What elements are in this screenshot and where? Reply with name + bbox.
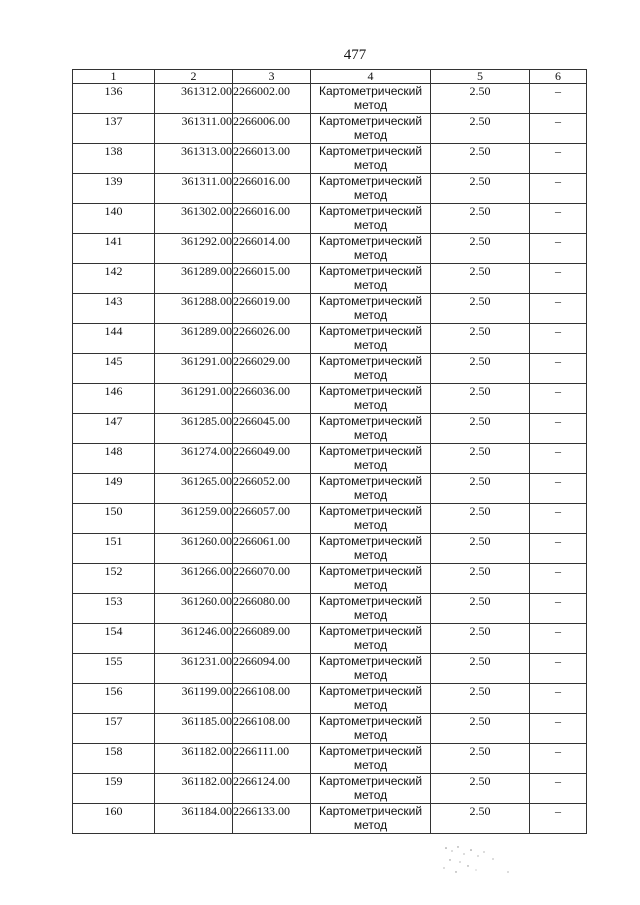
note-cell: – [530,744,587,774]
point-number-cell: 155 [73,654,155,684]
x-coordinate-cell: 361260.00 [155,534,233,564]
accuracy-cell: 2.50 [431,324,530,354]
accuracy-cell: 2.50 [431,804,530,834]
x-coordinate-cell: 361246.00 [155,624,233,654]
method-cell: Картометрический метод [311,534,431,564]
method-cell: Картометрический метод [311,114,431,144]
accuracy-cell: 2.50 [431,174,530,204]
note-cell: – [530,804,587,834]
table-row [73,564,587,594]
method-cell: Картометрический метод [311,504,431,534]
point-number-cell: 152 [73,564,155,594]
point-number-cell: 143 [73,294,155,324]
method-cell: Картометрический метод [311,594,431,624]
accuracy-cell: 2.50 [431,564,530,594]
note-cell: – [530,204,587,234]
x-coordinate-cell: 361259.00 [155,504,233,534]
point-number-cell: 150 [73,504,155,534]
method-cell: Картометрический метод [311,744,431,774]
table-row [73,714,587,744]
method-cell: Картометрический метод [311,234,431,264]
column-header: 2 [155,70,233,84]
table-row [73,474,587,504]
point-number-cell: 138 [73,144,155,174]
x-coordinate-cell: 361291.00 [155,384,233,414]
accuracy-cell: 2.50 [431,504,530,534]
table-row [73,624,587,654]
note-cell: – [530,654,587,684]
table-row [73,594,587,624]
table-body [73,84,587,834]
note-cell: – [530,714,587,744]
y-coordinate-cell: 2266111.00 [233,744,311,774]
x-coordinate-cell: 361291.00 [155,354,233,384]
x-coordinate-cell: 361312.00 [155,84,233,114]
accuracy-cell: 2.50 [431,714,530,744]
y-coordinate-cell: 2266057.00 [233,504,311,534]
accuracy-cell: 2.50 [431,474,530,504]
table-row [73,444,587,474]
accuracy-cell: 2.50 [431,114,530,144]
note-cell: – [530,504,587,534]
method-cell: Картометрический метод [311,714,431,744]
accuracy-cell: 2.50 [431,144,530,174]
method-cell: Картометрический метод [311,384,431,414]
accuracy-cell: 2.50 [431,654,530,684]
method-cell: Картометрический метод [311,354,431,384]
y-coordinate-cell: 2266133.00 [233,804,311,834]
table-row [73,774,587,804]
accuracy-cell: 2.50 [431,534,530,564]
accuracy-cell: 2.50 [431,414,530,444]
table-row [73,504,587,534]
y-coordinate-cell: 2266124.00 [233,774,311,804]
point-number-cell: 158 [73,744,155,774]
table-row [73,204,587,234]
x-coordinate-cell: 361182.00 [155,744,233,774]
note-cell: – [530,414,587,444]
method-cell: Картометрический метод [311,444,431,474]
column-header: 1 [73,70,155,84]
note-cell: – [530,594,587,624]
method-cell: Картометрический метод [311,324,431,354]
x-coordinate-cell: 361289.00 [155,264,233,294]
y-coordinate-cell: 2266036.00 [233,384,311,414]
method-cell: Картометрический метод [311,264,431,294]
coordinates-table [72,69,587,834]
point-number-cell: 151 [73,534,155,564]
x-coordinate-cell: 361260.00 [155,594,233,624]
y-coordinate-cell: 2266016.00 [233,204,311,234]
y-coordinate-cell: 2266029.00 [233,354,311,384]
y-coordinate-cell: 2266002.00 [233,84,311,114]
accuracy-cell: 2.50 [431,744,530,774]
point-number-cell: 154 [73,624,155,654]
point-number-cell: 147 [73,414,155,444]
scan-noise-marks [438,842,528,882]
note-cell: – [530,774,587,804]
point-number-cell: 157 [73,714,155,744]
note-cell: – [530,474,587,504]
table-row [73,384,587,414]
y-coordinate-cell: 2266080.00 [233,594,311,624]
x-coordinate-cell: 361274.00 [155,444,233,474]
accuracy-cell: 2.50 [431,684,530,714]
point-number-cell: 144 [73,324,155,354]
y-coordinate-cell: 2266052.00 [233,474,311,504]
y-coordinate-cell: 2266061.00 [233,534,311,564]
note-cell: – [530,234,587,264]
x-coordinate-cell: 361289.00 [155,324,233,354]
accuracy-cell: 2.50 [431,774,530,804]
note-cell: – [530,144,587,174]
x-coordinate-cell: 361311.00 [155,114,233,144]
note-cell: – [530,114,587,144]
table-row [73,294,587,324]
accuracy-cell: 2.50 [431,234,530,264]
point-number-cell: 160 [73,804,155,834]
method-cell: Картометрический метод [311,684,431,714]
table-row [73,324,587,354]
x-coordinate-cell: 361184.00 [155,804,233,834]
note-cell: – [530,294,587,324]
method-cell: Картометрический метод [311,654,431,684]
note-cell: – [530,354,587,384]
table-row [73,414,587,444]
table-row [73,804,587,834]
y-coordinate-cell: 2266019.00 [233,294,311,324]
method-cell: Картометрический метод [311,204,431,234]
accuracy-cell: 2.50 [431,354,530,384]
method-cell: Картометрический метод [311,564,431,594]
method-cell: Картометрический метод [311,804,431,834]
method-cell: Картометрический метод [311,474,431,504]
point-number-cell: 141 [73,234,155,264]
table-row [73,534,587,564]
note-cell: – [530,384,587,414]
column-header: 3 [233,70,311,84]
y-coordinate-cell: 2266015.00 [233,264,311,294]
point-number-cell: 148 [73,444,155,474]
point-number-cell: 136 [73,84,155,114]
method-cell: Картометрический метод [311,144,431,174]
table-row [73,354,587,384]
y-coordinate-cell: 2266014.00 [233,234,311,264]
x-coordinate-cell: 361313.00 [155,144,233,174]
note-cell: – [530,564,587,594]
y-coordinate-cell: 2266049.00 [233,444,311,474]
accuracy-cell: 2.50 [431,84,530,114]
point-number-cell: 142 [73,264,155,294]
table-row [73,84,587,114]
point-number-cell: 149 [73,474,155,504]
accuracy-cell: 2.50 [431,594,530,624]
method-cell: Картометрический метод [311,774,431,804]
point-number-cell: 145 [73,354,155,384]
method-cell: Картометрический метод [311,624,431,654]
y-coordinate-cell: 2266108.00 [233,714,311,744]
y-coordinate-cell: 2266006.00 [233,114,311,144]
point-number-cell: 140 [73,204,155,234]
accuracy-cell: 2.50 [431,444,530,474]
method-cell: Картометрический метод [311,174,431,204]
accuracy-cell: 2.50 [431,384,530,414]
y-coordinate-cell: 2266094.00 [233,654,311,684]
x-coordinate-cell: 361311.00 [155,174,233,204]
point-number-cell: 153 [73,594,155,624]
y-coordinate-cell: 2266108.00 [233,684,311,714]
column-header: 5 [431,70,530,84]
table-row [73,654,587,684]
table-row [73,744,587,774]
y-coordinate-cell: 2266013.00 [233,144,311,174]
x-coordinate-cell: 361288.00 [155,294,233,324]
column-header: 6 [530,70,587,84]
note-cell: – [530,624,587,654]
y-coordinate-cell: 2266070.00 [233,564,311,594]
note-cell: – [530,684,587,714]
table-row [73,234,587,264]
x-coordinate-cell: 361292.00 [155,234,233,264]
accuracy-cell: 2.50 [431,624,530,654]
note-cell: – [530,444,587,474]
table-row [73,264,587,294]
x-coordinate-cell: 361266.00 [155,564,233,594]
note-cell: – [530,534,587,564]
accuracy-cell: 2.50 [431,294,530,324]
accuracy-cell: 2.50 [431,204,530,234]
table-header-row [73,70,587,84]
y-coordinate-cell: 2266089.00 [233,624,311,654]
x-coordinate-cell: 361185.00 [155,714,233,744]
y-coordinate-cell: 2266026.00 [233,324,311,354]
x-coordinate-cell: 361285.00 [155,414,233,444]
table-row [73,174,587,204]
method-cell: Картометрический метод [311,294,431,324]
column-header: 4 [311,70,431,84]
point-number-cell: 159 [73,774,155,804]
y-coordinate-cell: 2266045.00 [233,414,311,444]
point-number-cell: 137 [73,114,155,144]
x-coordinate-cell: 361199.00 [155,684,233,714]
method-cell: Картометрический метод [311,414,431,444]
accuracy-cell: 2.50 [431,264,530,294]
table-row [73,114,587,144]
x-coordinate-cell: 361302.00 [155,204,233,234]
x-coordinate-cell: 361231.00 [155,654,233,684]
note-cell: – [530,174,587,204]
note-cell: – [530,264,587,294]
y-coordinate-cell: 2266016.00 [233,174,311,204]
point-number-cell: 146 [73,384,155,414]
page-number: 477 [343,47,367,63]
point-number-cell: 139 [73,174,155,204]
method-cell: Картометрический метод [311,84,431,114]
note-cell: – [530,84,587,114]
point-number-cell: 156 [73,684,155,714]
x-coordinate-cell: 361265.00 [155,474,233,504]
note-cell: – [530,324,587,354]
table-row [73,144,587,174]
table-row [73,684,587,714]
x-coordinate-cell: 361182.00 [155,774,233,804]
